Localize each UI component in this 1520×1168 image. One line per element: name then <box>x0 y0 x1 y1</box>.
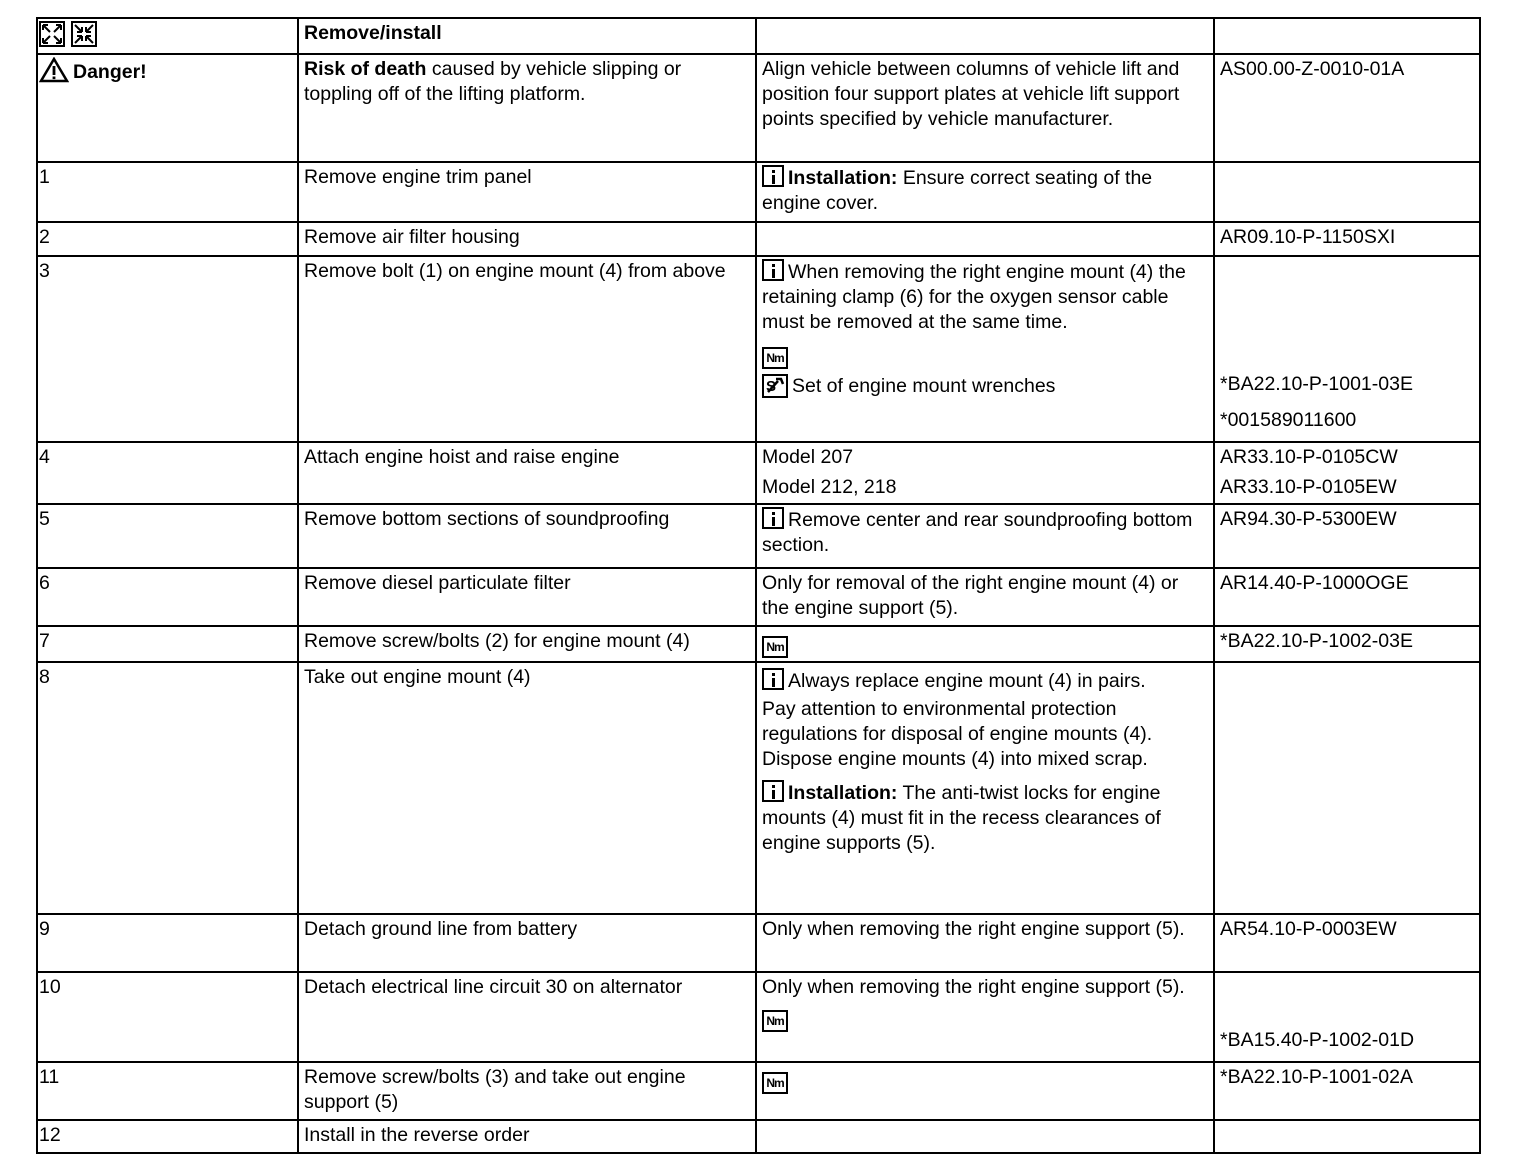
torque-nm-icon[interactable]: Nm <box>762 347 788 369</box>
step-number: 6 <box>37 568 298 626</box>
torque-nm-icon[interactable]: Nm <box>762 1010 788 1032</box>
table-row <box>37 442 1480 504</box>
header-icons-cell <box>37 18 298 54</box>
step-note-cell <box>756 662 1214 914</box>
step-note-cell <box>756 442 1214 504</box>
step-number: 4 <box>37 442 298 504</box>
step-note-cell <box>756 626 1214 662</box>
step-note: Always replace engine mount (4) in pairs. <box>788 670 1146 692</box>
danger-label: Danger! <box>73 61 147 83</box>
step-ref-cell <box>1214 1120 1480 1153</box>
tool-ref[interactable]: *001589011600 <box>1220 409 1357 431</box>
step-note: The anti-twist locks for engine mounts (4) must fit in the recess clearances of engine supports (5). <box>762 782 1161 854</box>
step-ref-cell <box>1214 442 1480 504</box>
step-ref-cell <box>1214 662 1480 914</box>
table-row <box>37 162 1480 222</box>
step-note-cell <box>756 162 1214 222</box>
step-text: Remove screw/bolts (3) and take out engine support (5) <box>298 1062 756 1120</box>
step-number: 5 <box>37 504 298 568</box>
step-number: 2 <box>37 222 298 256</box>
torque-ref[interactable]: *BA22.10-P-1001-03E <box>1220 373 1413 395</box>
step-text: Remove air filter housing <box>298 222 756 256</box>
step-note: When removing the right engine mount (4) the retaining clamp (6) for the oxygen sensor cable must be removed at the same time. <box>762 261 1186 333</box>
step-note-cell <box>756 256 1214 442</box>
expand-icon[interactable] <box>39 21 65 47</box>
step-note: Ensure correct seating of the engine cover. <box>762 167 1153 214</box>
special-tool-icon[interactable] <box>762 374 788 398</box>
step-ref[interactable]: AR94.30-P-5300EW <box>1214 504 1480 568</box>
risk-label: Risk of death <box>304 58 427 80</box>
step-ref-cell <box>1214 256 1480 442</box>
header-title: Remove/install <box>298 18 756 54</box>
table-row <box>37 504 1480 568</box>
table-row <box>37 568 1480 626</box>
step-note-cell <box>756 1062 1214 1120</box>
step-note-cell <box>756 504 1214 568</box>
step-text: Take out engine mount (4) <box>298 662 756 914</box>
step-ref-cell <box>1214 972 1480 1062</box>
danger-row <box>37 54 1480 162</box>
step-text: Remove bolt (1) on engine mount (4) from above <box>298 256 756 442</box>
step-text: Install in the reverse order <box>298 1120 756 1153</box>
model-ref[interactable]: AR33.10-P-0105CW <box>1220 446 1398 468</box>
model-ref[interactable]: AR33.10-P-0105EW <box>1220 476 1397 498</box>
table-row <box>37 914 1480 972</box>
danger-note: Align vehicle between columns of vehicle lift and position four support plates at vehicle lift support points specified by vehicle manufacturer. <box>756 54 1214 162</box>
warning-triangle-icon <box>39 57 69 90</box>
table-row <box>37 1062 1480 1120</box>
step-note: Only for removal of the right engine mount (4) or the engine support (5). <box>756 568 1214 626</box>
danger-risk-cell <box>298 54 756 162</box>
step-note-cell <box>756 222 1214 256</box>
step-number: 1 <box>37 162 298 222</box>
danger-label-cell <box>37 54 298 162</box>
table-row <box>37 1120 1480 1153</box>
step-number: 11 <box>37 1062 298 1120</box>
risk-text: caused by vehicle slipping or toppling off of the lifting platform. <box>304 58 682 105</box>
step-text: Detach electrical line circuit 30 on alternator <box>298 972 756 1062</box>
tool-name: Set of engine mount wrenches <box>792 375 1056 397</box>
step-note: Only when removing the right engine support (5). <box>756 914 1214 972</box>
svg-text:S: S <box>766 378 777 395</box>
model-label: Model 207 <box>762 446 854 468</box>
collapse-icon[interactable] <box>71 21 97 47</box>
table-row <box>37 256 1480 442</box>
table-row <box>37 662 1480 914</box>
step-text: Remove engine trim panel <box>298 162 756 222</box>
step-note: Dispose engine mounts (4) into mixed scrap. <box>762 748 1148 770</box>
step-number: 10 <box>37 972 298 1062</box>
step-text: Attach engine hoist and raise engine <box>298 442 756 504</box>
torque-nm-icon[interactable]: Nm <box>762 636 788 658</box>
danger-ref[interactable]: AS00.00-Z-0010-01A <box>1214 54 1480 162</box>
step-note: Remove center and rear soundproofing bottom section. <box>762 509 1193 556</box>
step-ref[interactable]: AR14.40-P-1000OGE <box>1214 568 1480 626</box>
step-text: Detach ground line from battery <box>298 914 756 972</box>
torque-ref[interactable]: *BA15.40-P-1002-01D <box>1220 1029 1415 1051</box>
step-number: 12 <box>37 1120 298 1153</box>
step-ref[interactable]: AR09.10-P-1150SXI <box>1214 222 1480 256</box>
step-ref-cell <box>1214 162 1480 222</box>
step-note-cell <box>756 972 1214 1062</box>
step-ref[interactable]: *BA22.10-P-1001-02A <box>1214 1062 1480 1120</box>
header-empty-cell <box>1214 18 1480 54</box>
info-icon <box>762 165 784 187</box>
step-text: Remove diesel particulate filter <box>298 568 756 626</box>
table-row <box>37 222 1480 256</box>
info-icon <box>762 668 784 690</box>
installation-label: Installation: <box>788 782 898 804</box>
header-empty-cell <box>756 18 1214 54</box>
procedure-table <box>36 17 1481 1154</box>
step-text: Remove screw/bolts (2) for engine mount (4) <box>298 626 756 662</box>
info-icon <box>762 259 784 281</box>
step-ref[interactable]: AR54.10-P-0003EW <box>1214 914 1480 972</box>
step-note: Only when removing the right engine support (5). <box>762 976 1185 998</box>
info-icon <box>762 780 784 802</box>
step-number: 7 <box>37 626 298 662</box>
info-icon <box>762 507 784 529</box>
table-row <box>37 972 1480 1062</box>
step-number: 3 <box>37 256 298 442</box>
step-number: 9 <box>37 914 298 972</box>
step-ref[interactable]: *BA22.10-P-1002-03E <box>1214 626 1480 662</box>
step-text: Remove bottom sections of soundproofing <box>298 504 756 568</box>
step-note: Pay attention to environmental protection regulations for disposal of engine mounts (4). <box>762 698 1153 745</box>
step-number: 8 <box>37 662 298 914</box>
model-label: Model 212, 218 <box>762 476 897 498</box>
step-note-cell <box>756 1120 1214 1153</box>
installation-label: Installation: <box>788 167 898 189</box>
table-header-row <box>37 18 1480 54</box>
torque-nm-icon[interactable]: Nm <box>762 1072 788 1094</box>
table-row <box>37 626 1480 662</box>
